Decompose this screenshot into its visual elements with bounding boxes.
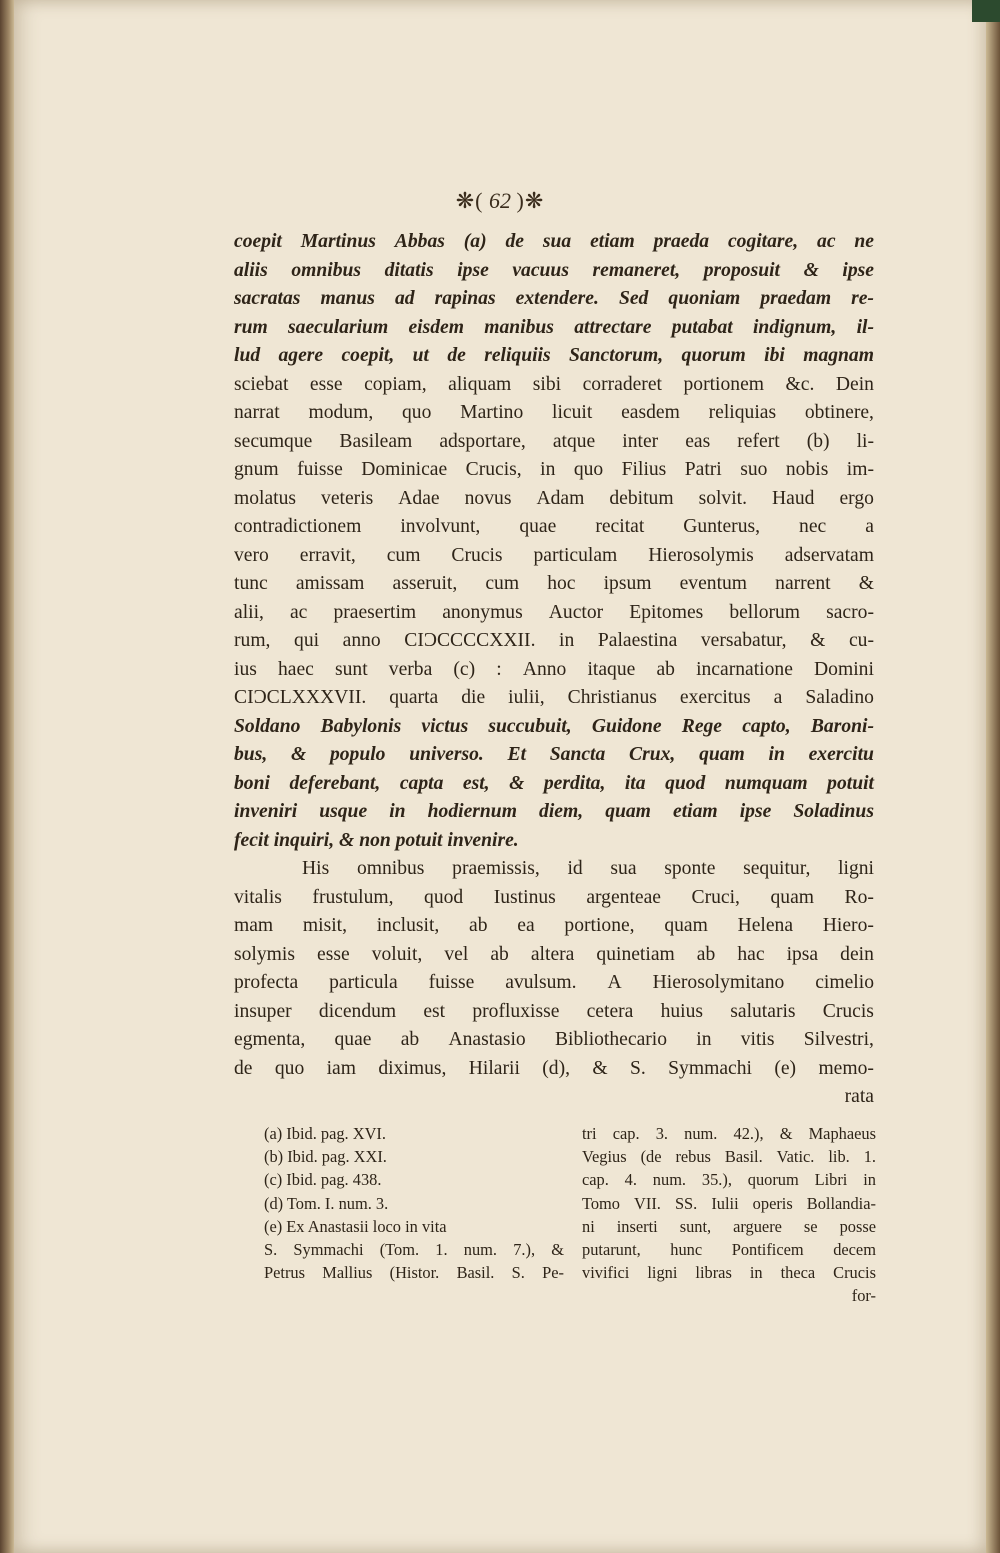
text-line: fecit inquiri, & non potuit invenire. bbox=[234, 829, 519, 851]
text-line: narrat modum, quo Martino licuit easdem reliquias obtinere, bbox=[234, 402, 874, 423]
footnote-line: Petrus Mallius (Histor. Basil. S. Pe- bbox=[264, 1263, 564, 1283]
text-line: tunc amissam asseruit, cum hoc ipsum eventum narrent & bbox=[234, 573, 874, 594]
text-line: sciebat esse copiam, aliquam sibi corraderet portionem &c. Dein bbox=[234, 373, 874, 395]
folio-number: 62 bbox=[489, 188, 511, 213]
text-line: vero erravit, cum Crucis particulam Hierosolymis adservatam bbox=[234, 544, 874, 566]
footnotes-left-column bbox=[264, 1122, 564, 1284]
text-line: boni deferebant, capta est, & perdita, ita quod numquam potuit bbox=[234, 772, 874, 794]
footnote-line: Tomo VII. SS. Iulii operis Bollandia- bbox=[582, 1193, 876, 1213]
footnote-catchword: for- bbox=[851, 1286, 876, 1306]
text-line: inveniri usque in hodiernum diem, quam etiam ipse Soladinus bbox=[234, 801, 874, 822]
text-line: vitalis frustulum, quod Iustinus argenteae Cruci, quam Ro- bbox=[234, 886, 874, 908]
text-line: lud agere coepit, ut de reliquiis Sanctorum, quorum ibi magnam bbox=[234, 345, 874, 366]
footnote-line: (b) Ibid. pag. XXI. bbox=[264, 1147, 387, 1167]
footnote-line: (c) Ibid. pag. 438. bbox=[264, 1170, 382, 1190]
footnote-line: (a) Ibid. pag. XVI. bbox=[264, 1124, 386, 1143]
text-line: bus, & populo universo. Et Sancta Crux, quam in exercitu bbox=[234, 744, 874, 765]
text-line: insuper dicendum est profluxisse cetera huius salutaris Crucis bbox=[234, 1000, 874, 1022]
text-line: CIƆCLXXXVII. quarta die iulii, Christianus exercitus a Saladino bbox=[234, 687, 874, 708]
text-line: de quo iam diximus, Hilarii (d), & S. Symmachi (e) memo- bbox=[234, 1057, 874, 1079]
text-line: coepit Martinus Abbas (a) de sua etiam praeda cogitare, ac ne bbox=[234, 231, 874, 252]
footnote-line: tri cap. 3. num. 42.), & Maphaeus bbox=[582, 1124, 876, 1143]
text-line: rum saecularium eisdem manibus attrectare putabat indignum, il- bbox=[234, 316, 874, 338]
text-line: His omnibus praemissis, id sua sponte sequitur, ligni bbox=[302, 858, 874, 879]
main-text bbox=[234, 228, 874, 1112]
text-line: gnum fuisse Dominicae Crucis, in quo Filius Patri suo nobis im- bbox=[234, 459, 874, 480]
footnotes-right-column bbox=[582, 1122, 876, 1308]
text-line: aliis omnibus ditatis ipse vacuus remaneret, proposuit & ipse bbox=[234, 259, 874, 281]
footnote-line: putarunt, hunc Pontificem decem bbox=[582, 1239, 876, 1259]
footnote-line: Vegius (de rebus Basil. Vatic. lib. 1. bbox=[582, 1147, 876, 1167]
footnote-line: cap. 4. num. 35.), quorum Libri in bbox=[582, 1170, 876, 1190]
page-edge bbox=[986, 0, 1000, 1553]
text-line: solymis esse voluit, vel ab altera quinetiam ab hac ipsa dein bbox=[234, 943, 874, 965]
book-page bbox=[14, 0, 986, 1553]
footnote-line: ni inserti sunt, arguere se posse bbox=[582, 1216, 876, 1236]
footnote-line: S. Symmachi (Tom. 1. num. 7.), & bbox=[264, 1239, 564, 1259]
catchword: rata bbox=[844, 1086, 874, 1107]
footnote-line: (e) Ex Anastasii loco in vita bbox=[264, 1216, 447, 1236]
folio-ornament-left: ❋( bbox=[455, 188, 484, 213]
text-line: mam misit, inclusit, ab ea portione, quam Helena Hiero- bbox=[234, 915, 874, 936]
text-line: molatus veteris Adae novus Adam debitum solvit. Haud ergo bbox=[234, 487, 874, 509]
text-line: secumque Basileam adsportare, atque inter eas refert (b) li- bbox=[234, 430, 874, 452]
text-line: rum, qui anno CIƆCCCCXXII. in Palaestina versabatur, & cu- bbox=[234, 630, 874, 651]
footnote-line: vivifici ligni libras in theca Crucis bbox=[582, 1263, 876, 1283]
book-gutter bbox=[0, 0, 14, 1553]
folio-ornament-right: )❋ bbox=[516, 188, 545, 213]
page-number bbox=[14, 188, 986, 214]
text-line: alii, ac praesertim anonymus Auctor Epitomes bellorum sacro- bbox=[234, 601, 874, 623]
footnote-line: (d) Tom. I. num. 3. bbox=[264, 1193, 389, 1213]
text-line: profecta particula fuisse avulsum. A Hierosolymitano cimelio bbox=[234, 972, 874, 993]
text-line: egmenta, quae ab Anastasio Bibliothecario in vitis Silvestri, bbox=[234, 1029, 874, 1050]
text-line: ius haec sunt verba (c) : Anno itaque ab incarnatione Domini bbox=[234, 658, 874, 680]
text-line: contradictionem involvunt, quae recitat Gunterus, nec a bbox=[234, 516, 874, 537]
text-line: Soldano Babylonis victus succubuit, Guidone Rege capto, Baroni- bbox=[234, 715, 874, 737]
text-line: sacratas manus ad rapinas extendere. Sed quoniam praedam re- bbox=[234, 288, 874, 309]
corner-tab bbox=[972, 0, 1000, 22]
